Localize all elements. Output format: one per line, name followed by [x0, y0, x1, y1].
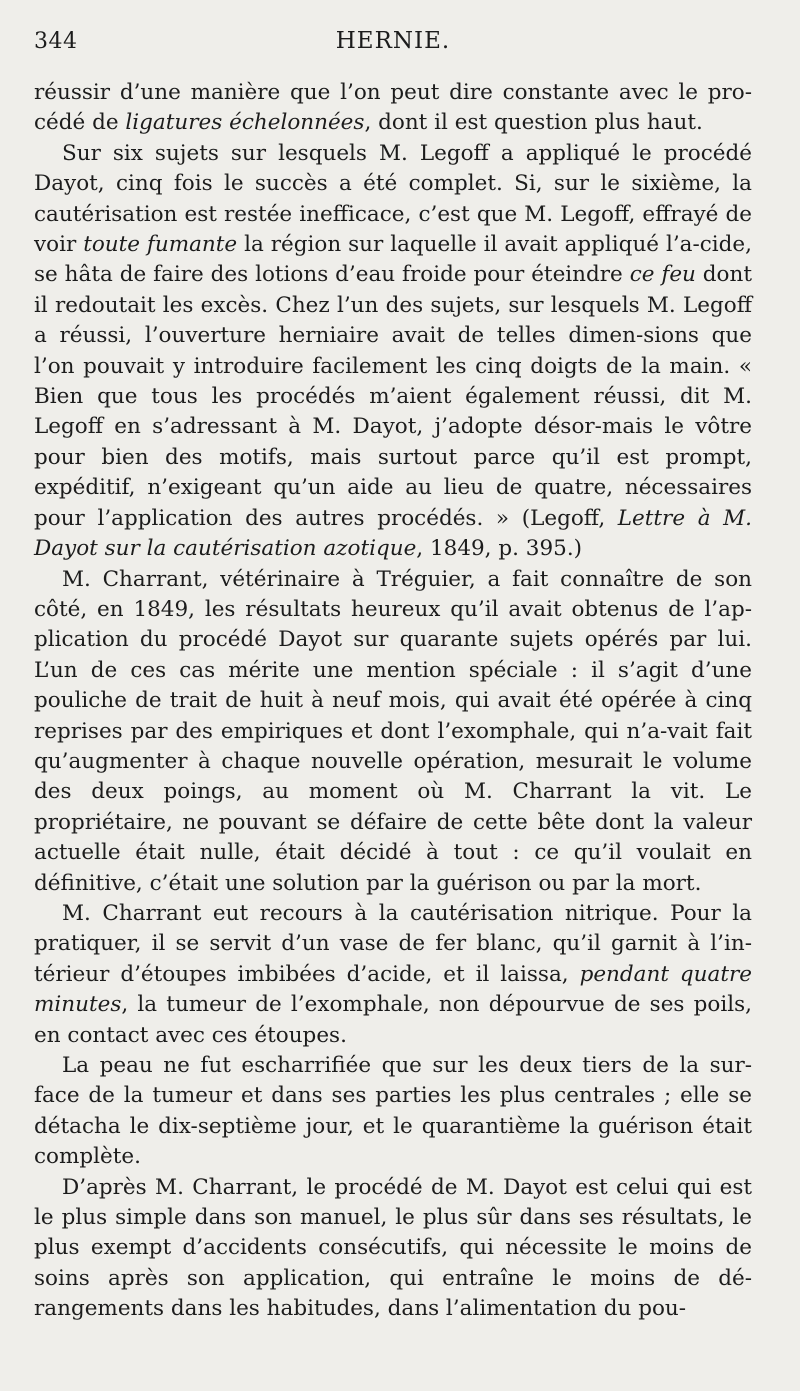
text-run: La peau ne fut escharrifiée que sur les deux tiers de la sur-face de la tumeur et dans ses parties les plus centrales ; elle se détacha le dix-septième jour, et le quarantième la guérison était complète. [34, 1053, 752, 1170]
running-title: HERNIE. [335, 28, 451, 54]
paragraph [34, 1173, 752, 1325]
text-run: M. Charrant eut recours à la cautérisation nitrique. Pour la pratiquer, il se servit d’un vase de fer blanc, qu’il garnit à l’in-térieur d’étoupes imbibées d’acide, et il laissa, [34, 900, 752, 987]
paragraph [34, 1051, 752, 1173]
italic-text: Lettre à M. Dayot sur la cautérisation azotique [34, 505, 752, 562]
paragraph [34, 565, 752, 899]
text-run: réussir d’une manière que l’on peut dire constante avec le pro-cédé de [34, 80, 752, 136]
text-run: Sur six sujets sur lesquels M. Legoff a appliqué le procédé Dayot, cinq fois le succès a été complet. Si, sur le sixième, la cautérisation est restée inefficace, c’est que M. Legoff, effrayé de voir [34, 140, 752, 258]
text-run: , la tumeur de l’exomphale, non dépourvue de ses poils, en contact avec ces étoupes. [34, 992, 752, 1048]
text-run: , 1849, p. 395.) [416, 536, 583, 562]
italic-text: pendant quatre minutes [34, 961, 752, 1018]
text-run: la région sur laquelle il avait appliqué l’a-cide, se hâta de faire des lotions d’eau froide pour éteindre [34, 232, 752, 288]
italic-text: ligatures échelonnées [125, 110, 365, 136]
paragraph [34, 78, 752, 139]
page-number: 344 [34, 29, 78, 54]
text-run: dont il redoutait les excès. Chez l’un des sujets, sur lesquels M. Legoff a réussi, l’ouverture herniaire avait de telles dimen-sions que l’on pouvait y introduire facilement les cinq doigts de la main. « Bien que tous les procédés m’aient également réussi, dit M. Legoff en s’adressant à M. Dayot, j’adopte désor-mais le vôtre pour bien des motifs, mais surtout parce qu’il est prompt, expéditif, n’exigeant qu’un aide au lieu de quatre, nécessaires pour l’application des autres procédés. » (Legoff, [34, 262, 752, 531]
text-run: D’après M. Charrant, le procédé de M. Dayot est celui qui est le plus simple dans son manuel, le plus sûr dans ses résultats, le plus exempt d’accidents consécutifs, qui nécessite le moins de soins après son application, qui entraîne le moins de dé-rangements dans les habitudes, dans l’alimentation du pou- [34, 1174, 752, 1322]
body-text [34, 78, 752, 1325]
text-run: M. Charrant, vétérinaire à Tréguier, a fait connaître de son côté, en 1849, les résultats heureux qu’il avait obtenus de l’ap-plication du procédé Dayot sur quarante sujets opérés par lui. L’un de ces cas mérite une mention spéciale : il s’agit d’une pouliche de trait de huit à neuf mois, qui avait été opérée à cinq reprises par des empiriques et dont l’exomphale, qui n’a-vait fait qu’augmenter à chaque nouvelle opération, mesurait le volume des deux poings, au moment où M. Charrant la vit. Le propriétaire, ne pouvant se défaire de cette bête dont la valeur actuelle était nulle, était décidé à tout : ce qu’il voulait en définitive, c’était une solution par la guérison ou par la mort. [34, 566, 752, 896]
paragraph [34, 139, 752, 565]
text-run: , dont il est question plus haut. [364, 110, 703, 136]
italic-text: ce feu [629, 262, 696, 288]
running-header [34, 28, 752, 72]
italic-text: toute fumante [83, 232, 238, 258]
paragraph [34, 899, 752, 1051]
